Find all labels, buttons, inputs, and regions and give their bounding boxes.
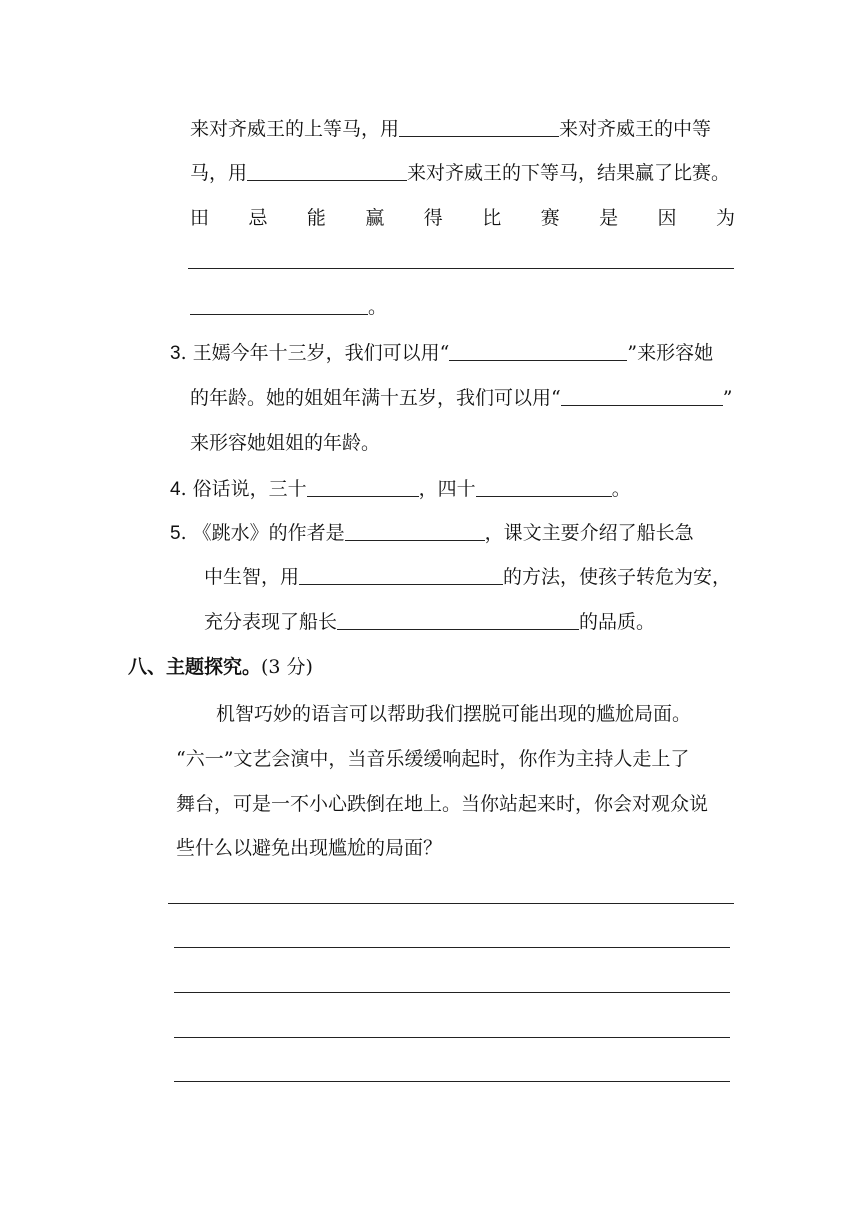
q2-text: 。 bbox=[368, 296, 388, 318]
q5-line-2 bbox=[204, 563, 731, 591]
answer-blank[interactable] bbox=[337, 609, 579, 630]
answer-blank[interactable] bbox=[476, 476, 612, 497]
writing-line[interactable] bbox=[174, 1037, 730, 1038]
q2-text: 来对齐威王的上等马，用 bbox=[190, 118, 400, 140]
prompt-text: 机智巧妙的语言可以帮助我们摆脱可能出现的尴尬局面。 bbox=[216, 703, 692, 725]
q4-text: 。 bbox=[611, 478, 631, 500]
q2-char: 忌 bbox=[248, 207, 268, 229]
writing-line[interactable] bbox=[174, 1081, 730, 1082]
q2-char: 为 bbox=[715, 207, 735, 229]
answer-blank[interactable] bbox=[399, 116, 559, 137]
q3-text: 来形容她姐姐的年龄。 bbox=[190, 432, 381, 454]
q5-text: ，课文主要介绍了船长急 bbox=[484, 522, 694, 544]
q2-text: 来对齐威王的中等 bbox=[559, 118, 712, 140]
question-number: 5 bbox=[170, 523, 181, 544]
q5-text: 中生智，用 bbox=[204, 566, 300, 588]
q3-text: ” bbox=[722, 387, 733, 409]
answer-blank[interactable] bbox=[190, 294, 368, 315]
question-number: 3 bbox=[170, 343, 181, 364]
section-title: 八、主题探究。 bbox=[128, 656, 262, 678]
q5-line-3 bbox=[204, 608, 655, 636]
q4-line bbox=[170, 475, 631, 504]
q2-char: 赛 bbox=[540, 207, 560, 229]
q3-line-2 bbox=[190, 384, 732, 412]
answer-blank[interactable] bbox=[247, 160, 407, 181]
q2-char: 比 bbox=[482, 207, 502, 229]
q5-text: 的品质。 bbox=[579, 611, 656, 633]
answer-blank[interactable] bbox=[299, 564, 503, 585]
question-number: 4 bbox=[170, 479, 181, 500]
q2-char: 因 bbox=[657, 207, 677, 229]
q3-text: . 王嫣今年十三岁，我们可以用“ bbox=[180, 342, 450, 364]
answer-line[interactable] bbox=[188, 268, 734, 269]
q5-line-1 bbox=[170, 519, 694, 548]
q3-line-1 bbox=[170, 339, 713, 368]
prompt-line-1 bbox=[216, 700, 691, 728]
q2-text: 来对齐威王的下等马，结果赢了比赛。 bbox=[407, 162, 731, 184]
q4-text: ，四十 bbox=[418, 478, 476, 500]
section-score: (3 分) bbox=[261, 656, 313, 678]
q2-line-2 bbox=[190, 159, 730, 187]
q3-line-3 bbox=[190, 429, 380, 457]
q2-char: 能 bbox=[306, 207, 326, 229]
writing-line[interactable] bbox=[168, 903, 734, 904]
q2-char: 赢 bbox=[365, 207, 385, 229]
q4-text: . 俗话说，三十 bbox=[180, 478, 307, 500]
prompt-line-2 bbox=[176, 745, 689, 773]
q5-text: . 《跳水》的作者是 bbox=[180, 522, 345, 544]
prompt-line-4 bbox=[176, 834, 442, 862]
q2-char: 得 bbox=[423, 207, 443, 229]
q2-line-3 bbox=[190, 204, 735, 232]
prompt-text: 舞台，可是一不小心跌倒在地上。当你站起来时，你会对观众说 bbox=[176, 793, 709, 815]
answer-blank[interactable] bbox=[307, 476, 419, 497]
writing-line[interactable] bbox=[174, 947, 730, 948]
q2-text: 马，用 bbox=[190, 162, 248, 184]
q5-text: 充分表现了船长 bbox=[204, 611, 338, 633]
prompt-text: “六一”文艺会演中，当音乐缓缓响起时，你作为主持人走上了 bbox=[176, 748, 690, 770]
answer-blank[interactable] bbox=[449, 340, 627, 361]
prompt-text: 些什么以避免出现尴尬的局面？ bbox=[176, 837, 443, 859]
section-heading bbox=[128, 653, 313, 681]
writing-line[interactable] bbox=[174, 992, 730, 993]
q2-char: 是 bbox=[599, 207, 619, 229]
q3-text: 的年龄。她的姐姐年满十五岁，我们可以用“ bbox=[190, 387, 561, 409]
answer-blank[interactable] bbox=[561, 385, 723, 406]
q2-line-1 bbox=[190, 115, 711, 143]
q2-line-5 bbox=[190, 293, 387, 321]
q2-char: 田 bbox=[190, 207, 210, 229]
q3-text: ”来形容她 bbox=[627, 342, 714, 364]
answer-blank[interactable] bbox=[345, 520, 485, 541]
q5-text: 的方法，使孩子转危为安， bbox=[503, 566, 732, 588]
prompt-line-3 bbox=[176, 790, 708, 818]
